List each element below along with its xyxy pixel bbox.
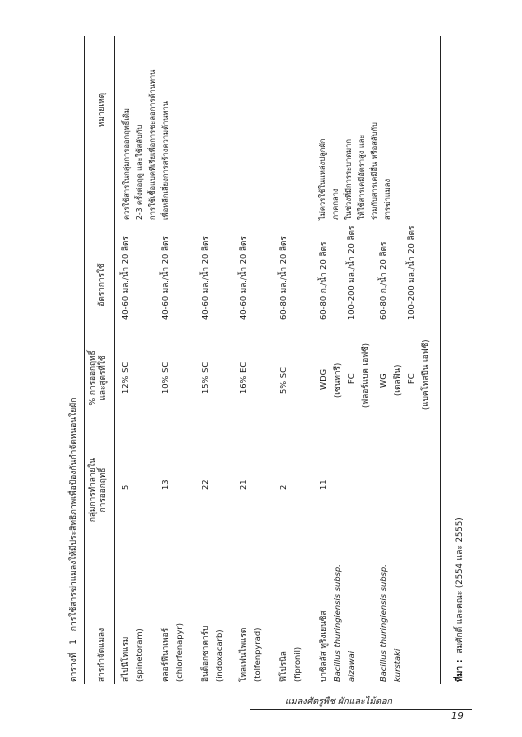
- table-bottom-rule: [440, 36, 441, 684]
- row-insecticide-alt: (indoxacarb): [214, 629, 224, 682]
- table-caption: [66, 390, 80, 682]
- bt-aizawai-form1: WDG: [318, 368, 328, 390]
- row-insecticide-alt: (chlorfenapyr): [174, 622, 184, 682]
- row-formulation: 12% SC: [120, 361, 130, 394]
- row-rate: 40-60 มล./น้ำ 20 ลิตร: [160, 236, 170, 320]
- bt-kurstaki-line1: Bacillus thuringiensis subsp.: [378, 564, 388, 682]
- row-insecticide-name: โทลเฟนไพแรด: [238, 627, 248, 682]
- row-group: 22: [200, 479, 210, 490]
- source-note: [452, 517, 466, 682]
- bt-aizawai-line2: aizawai: [346, 650, 356, 682]
- remarks-1-line: การใช้เชื้อแบคทีเรียเพื่อการชะลอการต้านทาน: [148, 69, 157, 220]
- row-group: 2: [278, 484, 288, 490]
- header-remarks: หมายเหตุ: [96, 92, 106, 128]
- bt-aizawai-rate1: 60-80 ก./น้ำ 20 ลิตร: [318, 241, 328, 320]
- footer-book-title: แมลงศัตรูพืช ผักและไม้ดอก: [285, 697, 392, 707]
- bt-aizawai-line1: Bacillus thuringiensis subsp.: [332, 564, 342, 682]
- caption-number: 1: [69, 639, 79, 645]
- bt-kurstaki-form1: WG: [378, 373, 388, 388]
- header-formulation: [87, 328, 108, 428]
- bt-kurstaki-form2-brand: (แบคโทสปีน เอฟซี): [420, 339, 430, 410]
- header-formulation-line2: และสูตรที่ใช้: [97, 355, 108, 401]
- remarks-2-line: สารฆ่าแมลง: [383, 178, 392, 220]
- row-insecticide-alt: (spinetoram): [134, 628, 144, 682]
- bt-group: 11: [318, 479, 328, 490]
- remarks-2-line: ร่วมกับสารเคมีอื่น หรือสลับกับ: [370, 122, 379, 220]
- bt-aizawai-form2: FC: [346, 373, 356, 384]
- remarks-1-line: เพื่อหลีกเลี่ยงการสร้างความต้านทาน: [161, 101, 170, 220]
- bt-name-thai: บาซิลลัส ทูริงเยนซิส: [318, 610, 328, 682]
- row-formulation: 10% SC: [160, 361, 170, 394]
- header-group: [87, 440, 108, 540]
- bt-kurstaki-line2: kurstaki: [392, 648, 402, 682]
- bt-aizawai-rate2: 100-200 มล./น้ำ 20 ลิตร: [346, 225, 356, 320]
- header-group-line2: การออกฤทธิ์: [97, 467, 108, 513]
- row-rate: 40-60 มล./น้ำ 20 ลิตร: [238, 236, 248, 320]
- row-insecticide-name: ฟิโปรนิล: [278, 651, 288, 682]
- header-rate: อัตราการใช้: [96, 263, 106, 307]
- caption-label: ตารางที่: [69, 652, 79, 682]
- bt-kurstaki-rate2: 100-200 มล./น้ำ 20 ลิตร: [406, 225, 416, 320]
- source-label: ที่มา :: [455, 659, 465, 682]
- row-rate: 40-60 มล./น้ำ 20 ลิตร: [200, 236, 210, 320]
- footer-rule: [250, 709, 472, 710]
- page-number: 19: [451, 711, 464, 722]
- row-formulation: 16% EC: [238, 361, 248, 394]
- header-group-line1: กลุ่มการทำลายใน: [87, 457, 97, 523]
- remarks-2-line: ให้ใช้สารเคมีอัตราสูง และ: [357, 134, 366, 220]
- row-formulation: 5% SC: [278, 367, 288, 394]
- bt-aizawai-form2-brand: (ฟลอร์แบค เอฟซี): [360, 343, 370, 408]
- remarks-1-line: 2-3 ครั้งต่อฤดู และใช้สลับกับ: [135, 124, 144, 220]
- remarks-group-2: [316, 122, 394, 220]
- row-group: 5: [120, 484, 130, 490]
- remarks-2-line: ในช่วงที่มีการระบาดมาก: [344, 138, 353, 220]
- header-formulation-line1: % การออกฤทธิ์: [87, 350, 97, 406]
- table-top-rule: [84, 36, 85, 684]
- bt-kurstaki-form2: FC: [406, 373, 416, 384]
- row-rate: 60-80 มล./น้ำ 20 ลิตร: [278, 236, 288, 320]
- rotated-table-block: [60, 30, 480, 690]
- row-group: 13: [160, 479, 170, 490]
- bt-aizawai-form1-brand: (เซนทารี): [332, 362, 342, 398]
- row-insecticide-alt: (fipronil): [292, 646, 302, 682]
- header-rule: [114, 36, 115, 684]
- row-rate: 40-60 มล./น้ำ 20 ลิตร: [120, 236, 130, 320]
- row-formulation: 15% SC: [200, 361, 210, 394]
- row-insecticide-name: อินด็อกซาคาร์บ: [200, 625, 210, 682]
- remarks-2-line: ภาคกลาง: [331, 188, 340, 220]
- header-insecticide: สารกำจัดแมลง: [96, 627, 106, 682]
- remarks-1-line: ควรใช้สารในกลุ่มการออกฤทธิ์เดิม: [122, 108, 131, 220]
- row-insecticide-name: คลอร์ฟีนาเพอร์: [160, 627, 170, 682]
- bt-kurstaki-rate1: 60-80 ก./น้ำ 20 ลิตร: [378, 241, 388, 320]
- row-insecticide-alt: (tolfenpyrad): [252, 627, 262, 682]
- remarks-group-1: [120, 70, 172, 220]
- row-group: 21: [238, 479, 248, 490]
- row-insecticide-name: สไปนีโทแรม: [120, 636, 130, 682]
- bt-kurstaki-form1-brand: (เดลฟิน): [392, 364, 402, 396]
- remarks-2-line: ไม่ควรใช้ในแหล่งปลูกผัก: [318, 138, 327, 220]
- caption-text: การใช้สารฆ่าแมลงให้มีประสิทธิภาพเพื่อป้องกันกำจัดหนอนใยผัก: [69, 397, 79, 632]
- source-text: สมศักดิ์ และคณะ (2554 และ 2555): [455, 517, 465, 654]
